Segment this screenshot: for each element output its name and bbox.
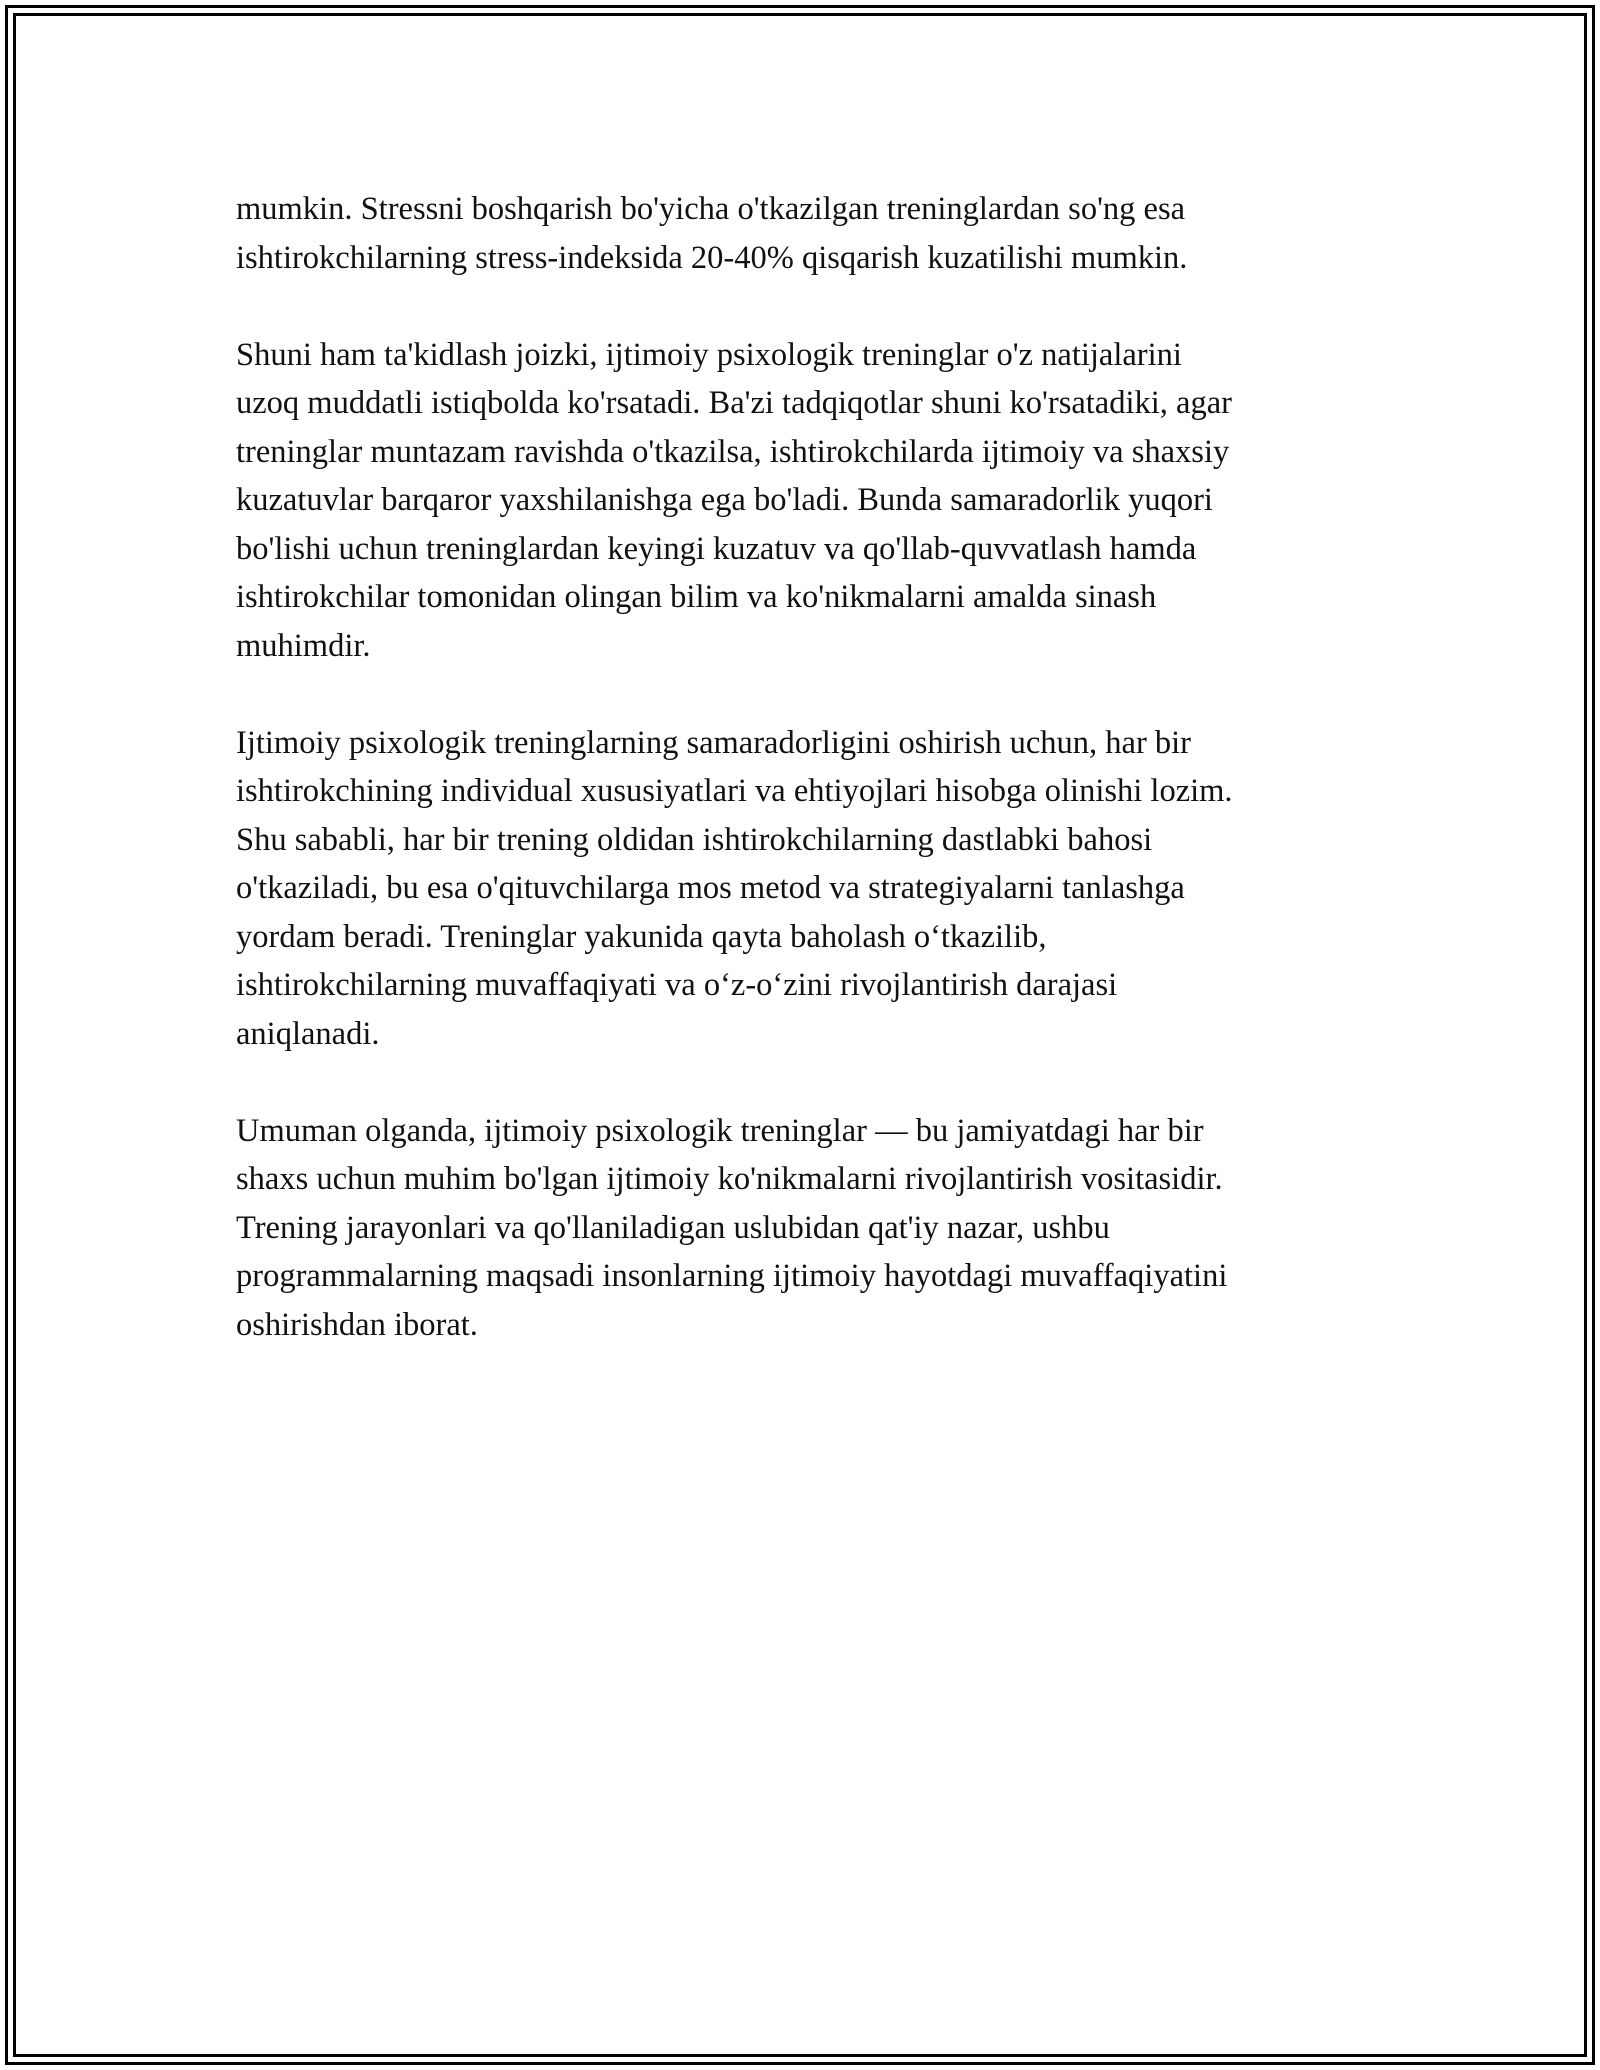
text-line: ishtirokchilarning muvaffaqiyati va o‘z-o‘zini rivojlantirish darajasi xyxy=(236,967,1118,1003)
paragraph-conclusion xyxy=(236,1107,1376,1350)
text-line: Ijtimoiy psixologik treninglarning samaradorligini oshirish uchun, har bir xyxy=(236,724,1191,761)
text-line: mumkin. Stressni boshqarish bo'yicha o'tkazilgan treninglardan so'ng esa xyxy=(236,191,1186,227)
text-line: ishtirokchilarning stress-indeksida 20-40% qisqarish kuzatilishi mumkin. xyxy=(236,239,1188,276)
paragraph-long-term-results xyxy=(236,331,1376,671)
text-line: ishtirokchilar tomonidan olingan bilim va ko'nikmalarni amalda sinash xyxy=(236,579,1157,615)
text-line: o'tkaziladi, bu esa o'qituvchilarga mos metod va strategiyalarni tanlashga xyxy=(236,870,1185,906)
text-line: kuzatuvlar barqaror yaxshilanishga ega bo'ladi. Bunda samaradorlik yuqori xyxy=(236,482,1213,518)
text-line: uzoq muddatli istiqbolda ko'rsatadi. Ba'zi tadqiqotlar shuni ko'rsatadiki, agar xyxy=(236,385,1232,421)
text-line: treninglar muntazam ravishda o'tkazilsa, ishtirokchilarda ijtimoiy va shaxsiy xyxy=(236,433,1230,470)
text-line: Umuman olganda, ijtimoiy psixologik treninglar — bu jamiyatdagi har bir xyxy=(236,1112,1204,1149)
text-line: Trening jarayonlari va qo'llaniladigan uslubidan qat'iy nazar, ushbu xyxy=(236,1209,1110,1246)
text-line: Shuni ham ta'kidlash joizki, ijtimoiy psixologik treninglar o'z natijalarini xyxy=(236,336,1182,373)
paragraph-individual-needs xyxy=(236,719,1376,1059)
text-line: ishtirokchining individual xususiyatlari va ehtiyojlari hisobga olinishi lozim. xyxy=(236,773,1233,809)
text-line: yordam beradi. Treninglar yakunida qayta baholash o‘tkazilib, xyxy=(236,918,1047,955)
text-line: muhimdir. xyxy=(236,627,371,664)
text-line: programmalarning maqsadi insonlarning ijtimoiy hayotdagi muvaffaqiyatini xyxy=(236,1258,1228,1294)
text-line: aniqlanadi. xyxy=(236,1015,380,1052)
text-line: Shu sababli, har bir trening oldidan ishtirokchilarning dastlabki bahosi xyxy=(236,821,1153,858)
text-line: bo'lishi uchun treninglardan keyingi kuzatuv va qo'llab-quvvatlash hamda xyxy=(236,530,1197,567)
paragraph-stress-results xyxy=(236,185,1376,282)
text-line: oshirishdan iborat. xyxy=(236,1306,478,1343)
text-line: shaxs uchun muhim bo'lgan ijtimoiy ko'nikmalarni rivojlantirish vositasidir. xyxy=(236,1161,1223,1197)
document-body xyxy=(236,185,1376,1398)
